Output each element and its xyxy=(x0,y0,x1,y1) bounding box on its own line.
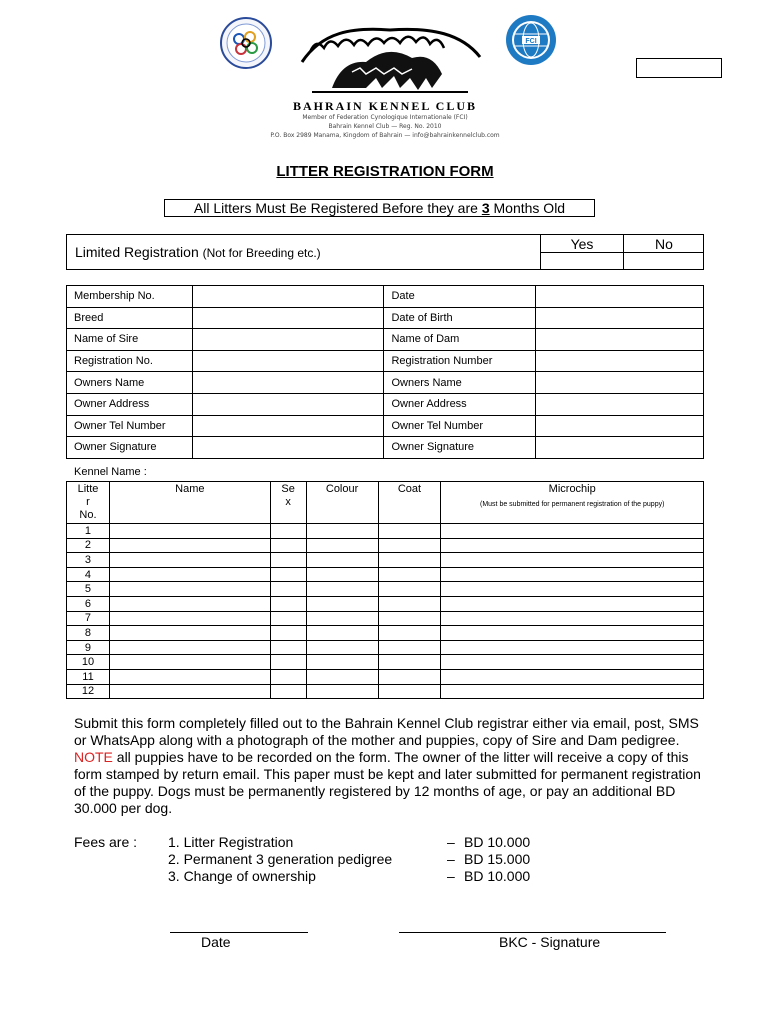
litter-cell[interactable] xyxy=(270,596,306,611)
litter-cell[interactable] xyxy=(306,524,378,539)
fees-dashes: – – – xyxy=(447,834,455,884)
date-label: Date xyxy=(201,934,231,950)
info-label: Name of Sire xyxy=(67,329,193,351)
litter-cell[interactable] xyxy=(441,567,704,582)
info-input[interactable] xyxy=(536,415,704,437)
info-label: Registration No. xyxy=(67,350,193,372)
info-row xyxy=(67,350,704,372)
info-input[interactable] xyxy=(536,350,704,372)
limited-registration-label: Limited Registration (Not for Breeding etc.) xyxy=(75,244,321,260)
litter-cell[interactable] xyxy=(270,524,306,539)
info-row xyxy=(67,286,704,308)
litter-cell[interactable] xyxy=(109,655,270,670)
limited-registration-box xyxy=(66,234,704,270)
litter-cell[interactable] xyxy=(270,640,306,655)
club-membership-line: Member of Federation Cynologique Internationale (FCI) xyxy=(302,114,468,121)
date-signature-line[interactable] xyxy=(170,932,308,933)
litter-cell[interactable] xyxy=(109,582,270,597)
info-input[interactable] xyxy=(192,286,384,308)
litter-cell[interactable] xyxy=(306,611,378,626)
fees-label: Fees are : xyxy=(74,834,138,850)
no-label: No xyxy=(655,236,673,252)
fee-item: 3. Change of ownership xyxy=(168,868,316,884)
litter-cell[interactable] xyxy=(378,596,441,611)
instructions-paragraph: Submit this form completely filled out to the Bahrain Kennel Club registrar either via email, post, SMS or WhatsApp along with a photograph of the mother and puppies, copy of Sire and Dam pedigree. NOTE all puppies have to be recorded on the form. The owner of the litter will receive a copy of this form stamped by return email. This paper must be kept and later submitted for permanent registration of the puppy. Dogs must be permanently registered by 12 months of age, or pay an additional BD 30.000 per dog. xyxy=(74,715,701,816)
litter-cell[interactable] xyxy=(378,655,441,670)
litter-row xyxy=(67,524,704,539)
litter-row xyxy=(67,684,704,699)
info-label: Date of Birth xyxy=(384,307,536,329)
kennel-name-label: Kennel Name : xyxy=(74,466,147,478)
litter-cell[interactable] xyxy=(109,567,270,582)
info-input[interactable] xyxy=(192,372,384,394)
litter-cell[interactable] xyxy=(270,553,306,568)
info-input[interactable] xyxy=(192,307,384,329)
fees-amounts xyxy=(464,834,530,885)
litter-cell[interactable] xyxy=(270,655,306,670)
info-row xyxy=(67,307,704,329)
litter-cell[interactable] xyxy=(270,669,306,684)
litter-cell[interactable] xyxy=(270,626,306,641)
owner-info-table xyxy=(66,285,704,459)
litter-cell[interactable] xyxy=(378,538,441,553)
fee-item: 1. Litter Registration xyxy=(168,834,294,850)
no-checkbox[interactable] xyxy=(624,253,704,269)
fee-amount: BD 10.000 xyxy=(464,834,531,850)
info-input[interactable] xyxy=(536,393,704,415)
litter-cell[interactable] xyxy=(270,684,306,699)
litter-cell[interactable] xyxy=(109,640,270,655)
bkc-signature-line[interactable] xyxy=(399,932,666,933)
info-row xyxy=(67,415,704,437)
col-coat: Coat xyxy=(378,482,441,524)
litter-cell[interactable] xyxy=(270,538,306,553)
club-name: BAHRAIN KENNEL CLUB xyxy=(292,99,478,113)
info-input[interactable] xyxy=(192,350,384,372)
litter-number: 10 xyxy=(67,655,110,670)
info-row xyxy=(67,372,704,394)
info-row xyxy=(67,329,704,351)
info-row xyxy=(67,393,704,415)
info-input[interactable] xyxy=(536,307,704,329)
litter-cell[interactable] xyxy=(109,596,270,611)
litter-cell[interactable] xyxy=(378,553,441,568)
office-use-box[interactable] xyxy=(636,58,722,78)
litter-cell[interactable] xyxy=(441,640,704,655)
litter-number: 8 xyxy=(67,626,110,641)
litter-number: 9 xyxy=(67,640,110,655)
info-label: Owner Tel Number xyxy=(67,415,193,437)
litter-number: 1 xyxy=(67,524,110,539)
litter-cell[interactable] xyxy=(378,669,441,684)
fee-amount: BD 10.000 xyxy=(464,868,531,884)
litter-row xyxy=(67,626,704,641)
note-highlight: NOTE xyxy=(74,749,113,765)
litter-cell[interactable] xyxy=(441,626,704,641)
litter-cell[interactable] xyxy=(306,640,378,655)
litter-cell[interactable] xyxy=(378,626,441,641)
col-sex: Se x xyxy=(270,482,306,524)
info-label: Owners Name xyxy=(67,372,193,394)
litter-cell[interactable] xyxy=(441,524,704,539)
info-label: Owner Signature xyxy=(384,437,536,459)
litter-cell[interactable] xyxy=(441,684,704,699)
litter-cell[interactable] xyxy=(306,567,378,582)
club-registration-line: Bahrain Kennel Club — Reg. No. 2010 xyxy=(328,123,442,130)
litter-table xyxy=(66,481,704,699)
fee-item: 2. Permanent 3 generation pedigree xyxy=(168,851,393,867)
info-label: Membership No. xyxy=(67,286,193,308)
litter-header-row xyxy=(67,482,704,524)
litter-cell[interactable] xyxy=(109,626,270,641)
litter-number: 6 xyxy=(67,596,110,611)
info-input[interactable] xyxy=(192,329,384,351)
litter-cell[interactable] xyxy=(109,538,270,553)
info-label: Registration Number xyxy=(384,350,536,372)
col-colour: Colour xyxy=(306,482,378,524)
club-address-line: P.O. Box 2989 Manama, Kingdom of Bahrain — info@bahrainkennelclub.com xyxy=(270,132,500,139)
col-name: Name xyxy=(109,482,270,524)
form-title: LITTER REGISTRATION FORM xyxy=(276,163,494,180)
litter-cell[interactable] xyxy=(378,611,441,626)
info-input[interactable] xyxy=(536,329,704,351)
col-microchip: Microchip (Must be submitted for permanent registration of the puppy) xyxy=(441,482,704,524)
litter-cell[interactable] xyxy=(378,684,441,699)
litter-number: 4 xyxy=(67,567,110,582)
fee-amount: BD 15.000 xyxy=(464,851,531,867)
fees-items xyxy=(168,834,392,885)
info-input[interactable] xyxy=(192,393,384,415)
kennel-club-crest-icon xyxy=(292,22,488,100)
litter-cell[interactable] xyxy=(441,538,704,553)
info-input[interactable] xyxy=(192,415,384,437)
litter-cell[interactable] xyxy=(378,567,441,582)
svg-text:FCI: FCI xyxy=(525,38,537,45)
info-label: Owner Address xyxy=(384,393,536,415)
info-label: Breed xyxy=(67,307,193,329)
litter-cell[interactable] xyxy=(441,655,704,670)
litter-cell[interactable] xyxy=(109,611,270,626)
info-label: Owner Address xyxy=(67,393,193,415)
litter-cell[interactable] xyxy=(306,553,378,568)
litter-row xyxy=(67,538,704,553)
litter-cell[interactable] xyxy=(441,596,704,611)
litter-cell[interactable] xyxy=(306,684,378,699)
litter-row xyxy=(67,582,704,597)
litter-cell[interactable] xyxy=(441,553,704,568)
bahrain-olympic-logo xyxy=(220,17,272,69)
litter-row xyxy=(67,655,704,670)
litter-row xyxy=(67,596,704,611)
litter-cell[interactable] xyxy=(270,582,306,597)
litter-number: 5 xyxy=(67,582,110,597)
litter-cell[interactable] xyxy=(378,582,441,597)
litter-row xyxy=(67,553,704,568)
litter-number: 2 xyxy=(67,538,110,553)
litter-cell[interactable] xyxy=(378,640,441,655)
litter-row xyxy=(67,640,704,655)
litter-cell[interactable] xyxy=(306,626,378,641)
litter-cell[interactable] xyxy=(109,553,270,568)
litter-cell[interactable] xyxy=(306,669,378,684)
litter-cell[interactable] xyxy=(109,524,270,539)
litter-cell[interactable] xyxy=(270,611,306,626)
litter-cell[interactable] xyxy=(109,669,270,684)
litter-cell[interactable] xyxy=(441,611,704,626)
info-label: Owner Tel Number xyxy=(384,415,536,437)
litter-row xyxy=(67,611,704,626)
litter-number: 3 xyxy=(67,553,110,568)
info-input[interactable] xyxy=(192,437,384,459)
litter-cell[interactable] xyxy=(441,582,704,597)
age-notice: All Litters Must Be Registered Before they are 3 Months Old xyxy=(164,199,595,217)
col-litter-no: Litte r No. xyxy=(67,482,110,524)
yes-label: Yes xyxy=(570,236,594,252)
info-label: Owners Name xyxy=(384,372,536,394)
info-input[interactable] xyxy=(536,286,704,308)
litter-cell[interactable] xyxy=(306,596,378,611)
litter-cell[interactable] xyxy=(441,669,704,684)
info-label: Date xyxy=(384,286,536,308)
info-row xyxy=(67,437,704,459)
info-input[interactable] xyxy=(536,372,704,394)
litter-cell[interactable] xyxy=(306,582,378,597)
yes-checkbox[interactable] xyxy=(541,253,623,269)
info-input[interactable] xyxy=(536,437,704,459)
litter-cell[interactable] xyxy=(270,567,306,582)
litter-cell[interactable] xyxy=(306,655,378,670)
litter-number: 11 xyxy=(67,669,110,684)
bkc-signature-label: BKC - Signature xyxy=(499,934,601,950)
litter-cell[interactable] xyxy=(109,684,270,699)
litter-cell[interactable] xyxy=(378,524,441,539)
litter-number: 12 xyxy=(67,684,110,699)
litter-row xyxy=(67,567,704,582)
litter-number: 7 xyxy=(67,611,110,626)
info-label: Owner Signature xyxy=(67,437,193,459)
info-label: Name of Dam xyxy=(384,329,536,351)
fci-logo xyxy=(505,14,557,66)
litter-cell[interactable] xyxy=(306,538,378,553)
litter-row xyxy=(67,669,704,684)
